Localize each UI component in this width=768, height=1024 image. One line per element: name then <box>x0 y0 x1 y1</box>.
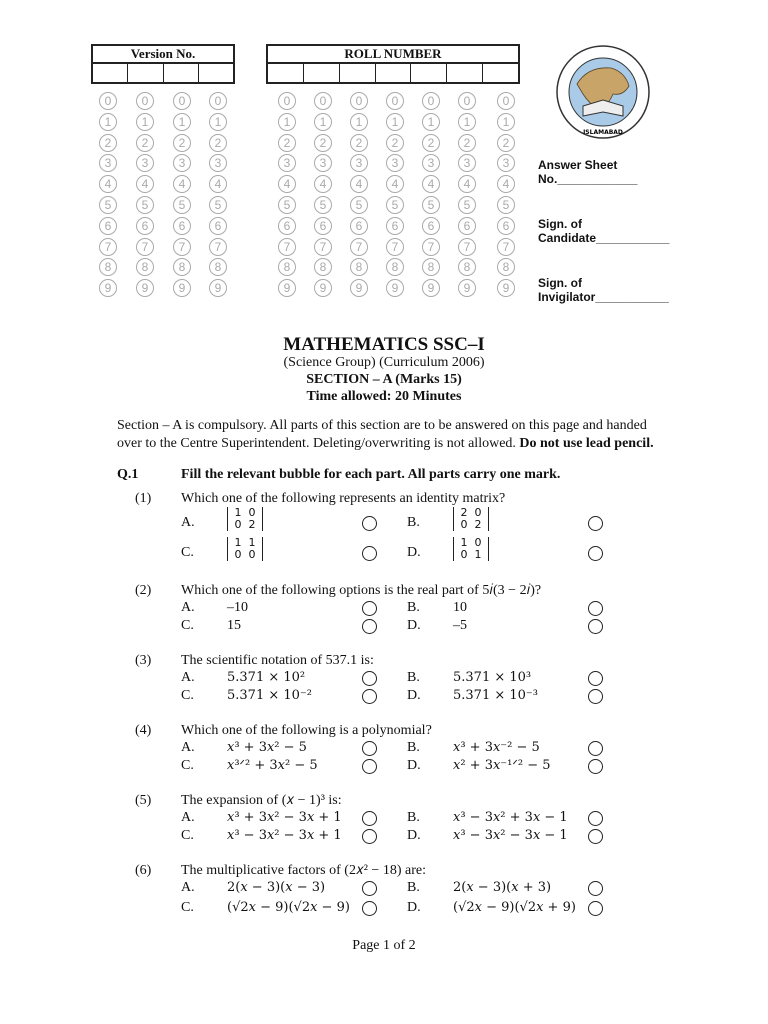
exam-title: MATHEMATICS SSC–I <box>283 334 485 355</box>
option-value: –5 <box>453 618 467 633</box>
roll-bubble[interactable]: 7 <box>278 238 296 256</box>
question-text: Which one of the following is a polynomial? <box>181 723 432 738</box>
matrix-entry: 0 <box>234 548 242 561</box>
roll-bubble[interactable]: 5 <box>350 196 368 214</box>
option-value: 𝑥³ + 3𝑥² − 3𝑥 + 1 <box>227 810 342 825</box>
svg-text:ISLAMABAD: ISLAMABAD <box>583 129 623 136</box>
matrix-entry: 0 <box>248 506 256 519</box>
answer-bubble[interactable] <box>362 759 377 774</box>
matrix-entry: 0 <box>460 518 468 531</box>
answer-bubble[interactable] <box>588 829 603 844</box>
option-label: B. <box>407 880 420 895</box>
question-text: The expansion of (𝑥 − 1)³ is: <box>181 793 342 808</box>
question-part-number: (1) <box>135 491 152 506</box>
instructions-line-1: Section – A is compulsory. All parts of this section are to be answered on this page and handed <box>117 418 647 433</box>
roll-bubble[interactable]: 3 <box>314 154 332 172</box>
roll-bubble[interactable]: 2 <box>278 134 296 152</box>
option-label: D. <box>407 828 421 843</box>
roll-bubble[interactable]: 3 <box>458 154 476 172</box>
fbise-logo <box>553 44 653 140</box>
version-number-box <box>91 44 235 84</box>
roll-bubble[interactable]: 5 <box>386 196 404 214</box>
option-value: 15 <box>227 618 241 633</box>
question-instruction: Fill the relevant bubble for each part. All parts carry one mark. <box>181 467 561 482</box>
matrix-entry: 1 <box>460 536 468 549</box>
version-bubble[interactable]: 3 <box>99 154 117 172</box>
matrix-entry: 2 <box>460 506 468 519</box>
version-bubble[interactable]: 9 <box>99 279 117 297</box>
version-bubble[interactable]: 2 <box>173 134 191 152</box>
question-part-number: (4) <box>135 723 152 738</box>
answer-bubble[interactable] <box>588 516 603 531</box>
option-matrix <box>227 537 263 561</box>
answer-bubble[interactable] <box>362 601 377 616</box>
side-field-label: Answer Sheet <box>538 158 618 172</box>
answer-bubble[interactable] <box>362 829 377 844</box>
version-bubble[interactable]: 9 <box>209 279 227 297</box>
roll-bubble[interactable]: 8 <box>314 258 332 276</box>
matrix-entry: 1 <box>248 536 256 549</box>
roll-bubble[interactable]: 7 <box>497 238 515 256</box>
matrix-entry: 2 <box>248 518 256 531</box>
answer-bubble[interactable] <box>588 759 603 774</box>
answer-bubble[interactable] <box>362 546 377 561</box>
option-label: A. <box>181 810 195 825</box>
version-bubble[interactable]: 1 <box>173 113 191 131</box>
roll-digit-cell[interactable] <box>411 64 447 82</box>
roll-bubble[interactable]: 6 <box>458 217 476 235</box>
roll-bubble[interactable]: 2 <box>422 134 440 152</box>
option-value: 5.371 × 10² <box>227 670 306 685</box>
roll-bubble[interactable]: 5 <box>278 196 296 214</box>
answer-bubble[interactable] <box>362 619 377 634</box>
roll-bubble[interactable]: 9 <box>458 279 476 297</box>
matrix-entry: 1 <box>234 506 242 519</box>
version-bubble[interactable]: 4 <box>99 175 117 193</box>
question-part-number: (6) <box>135 863 152 878</box>
side-field[interactable] <box>538 276 669 304</box>
option-matrix <box>453 507 489 531</box>
roll-bubble[interactable]: 8 <box>278 258 296 276</box>
roll-bubble[interactable]: 3 <box>350 154 368 172</box>
option-label: A. <box>181 740 195 755</box>
option-value: 𝑥³ − 3𝑥² + 3𝑥 − 1 <box>453 810 568 825</box>
answer-bubble[interactable] <box>362 811 377 826</box>
roll-bubble[interactable]: 0 <box>278 92 296 110</box>
side-field-label: Sign. of <box>538 276 582 290</box>
roll-bubble[interactable]: 6 <box>350 217 368 235</box>
option-label: C. <box>181 758 194 773</box>
roll-bubble[interactable]: 5 <box>497 196 515 214</box>
roll-bubble[interactable]: 0 <box>458 92 476 110</box>
roll-bubble[interactable]: 8 <box>350 258 368 276</box>
roll-digit-cell[interactable] <box>483 64 518 82</box>
roll-bubble[interactable]: 7 <box>350 238 368 256</box>
option-label: C. <box>181 688 194 703</box>
side-field[interactable] <box>538 158 637 186</box>
roll-bubble[interactable]: 2 <box>497 134 515 152</box>
version-bubble[interactable]: 2 <box>99 134 117 152</box>
roll-bubble[interactable]: 0 <box>350 92 368 110</box>
option-label: D. <box>407 545 421 560</box>
option-label: A. <box>181 515 195 530</box>
version-bubble[interactable]: 5 <box>209 196 227 214</box>
option-label: C. <box>181 900 194 915</box>
instructions-warning: Do not use lead pencil. <box>519 436 654 451</box>
roll-bubble[interactable]: 4 <box>458 175 476 193</box>
version-bubble[interactable]: 9 <box>173 279 191 297</box>
roll-bubble[interactable]: 4 <box>386 175 404 193</box>
version-bubble[interactable]: 0 <box>209 92 227 110</box>
version-bubble[interactable]: 2 <box>209 134 227 152</box>
roll-digit-cell[interactable] <box>376 64 412 82</box>
question-part-number: (3) <box>135 653 152 668</box>
option-label: C. <box>181 828 194 843</box>
roll-bubble[interactable]: 7 <box>386 238 404 256</box>
matrix-entry: 0 <box>248 548 256 561</box>
roll-bubble[interactable]: 4 <box>350 175 368 193</box>
time-allowed: Time allowed: 20 Minutes <box>306 389 462 404</box>
answer-bubble[interactable] <box>588 689 603 704</box>
roll-bubble[interactable]: 7 <box>422 238 440 256</box>
option-label: B. <box>407 670 420 685</box>
roll-bubble[interactable]: 8 <box>497 258 515 276</box>
roll-bubble[interactable]: 0 <box>314 92 332 110</box>
section-heading: SECTION – A (Marks 15) <box>306 372 462 387</box>
answer-bubble[interactable] <box>588 811 603 826</box>
roll-digit-cell[interactable] <box>268 64 304 82</box>
version-bubble[interactable]: 7 <box>136 238 154 256</box>
matrix-entry: 0 <box>460 548 468 561</box>
option-label: C. <box>181 618 194 633</box>
matrix-entry: 0 <box>474 536 482 549</box>
roll-bubble[interactable]: 2 <box>314 134 332 152</box>
option-label: B. <box>407 810 420 825</box>
option-label: B. <box>407 600 420 615</box>
version-digit-cell[interactable] <box>93 64 128 82</box>
option-matrix <box>227 507 263 531</box>
version-label: Version No. <box>93 46 233 64</box>
version-bubble[interactable]: 1 <box>99 113 117 131</box>
option-value: 𝑥³ᐟ² + 3𝑥² − 5 <box>227 758 318 773</box>
option-label: D. <box>407 900 421 915</box>
matrix-entry: 2 <box>474 518 482 531</box>
roll-bubble[interactable]: 9 <box>386 279 404 297</box>
roll-bubble[interactable]: 9 <box>278 279 296 297</box>
question-text: The multiplicative factors of (2𝑥² − 18) are: <box>181 863 426 878</box>
version-bubble[interactable]: 7 <box>209 238 227 256</box>
roll-bubble[interactable]: 6 <box>314 217 332 235</box>
roll-bubble[interactable]: 7 <box>458 238 476 256</box>
roll-bubble[interactable]: 4 <box>278 175 296 193</box>
roll-bubble[interactable]: 9 <box>497 279 515 297</box>
roll-bubble[interactable]: 1 <box>386 113 404 131</box>
answer-bubble[interactable] <box>362 741 377 756</box>
roll-bubble[interactable]: 1 <box>497 113 515 131</box>
roll-bubble[interactable]: 2 <box>350 134 368 152</box>
instructions-line-2: over to the Centre Superintendent. Deleting/overwriting is not allowed. Do not use lead pencil. <box>117 436 654 451</box>
version-bubble[interactable]: 8 <box>99 258 117 276</box>
version-bubble[interactable]: 6 <box>209 217 227 235</box>
version-digit-cell[interactable] <box>128 64 163 82</box>
answer-bubble[interactable] <box>588 619 603 634</box>
version-bubble[interactable]: 4 <box>173 175 191 193</box>
option-label: A. <box>181 880 195 895</box>
option-value: 5.371 × 10⁻² <box>227 688 312 703</box>
version-bubble[interactable]: 8 <box>136 258 154 276</box>
version-bubble[interactable]: 7 <box>173 238 191 256</box>
question-number: Q.1 <box>117 467 139 482</box>
option-value: 𝑥³ + 3𝑥⁻² − 5 <box>453 740 540 755</box>
roll-digit-cell[interactable] <box>304 64 340 82</box>
answer-bubble[interactable] <box>588 601 603 616</box>
version-bubble[interactable]: 0 <box>99 92 117 110</box>
roll-bubble[interactable]: 1 <box>350 113 368 131</box>
option-value: 𝑥³ − 3𝑥² − 3𝑥 + 1 <box>227 828 342 843</box>
option-label: B. <box>407 515 420 530</box>
roll-bubble[interactable]: 1 <box>314 113 332 131</box>
version-bubble[interactable]: 0 <box>173 92 191 110</box>
question-part-number: (2) <box>135 583 152 598</box>
roll-bubble[interactable]: 5 <box>314 196 332 214</box>
question-text: Which one of the following options is the real part of 5𝑖(3 − 2𝑖)? <box>181 583 542 598</box>
roll-bubble[interactable]: 3 <box>386 154 404 172</box>
version-digit-cell[interactable] <box>164 64 199 82</box>
option-label: C. <box>181 545 194 560</box>
option-label: A. <box>181 670 195 685</box>
roll-bubble[interactable]: 0 <box>497 92 515 110</box>
side-field-line[interactable]: No.____________ <box>538 172 638 186</box>
answer-bubble[interactable] <box>588 901 603 916</box>
roll-bubble[interactable]: 9 <box>314 279 332 297</box>
option-value: –10 <box>227 600 248 615</box>
side-field[interactable] <box>538 217 669 245</box>
version-bubble[interactable]: 1 <box>136 113 154 131</box>
version-bubble[interactable]: 5 <box>99 196 117 214</box>
roll-bubble[interactable]: 8 <box>422 258 440 276</box>
answer-bubble[interactable] <box>362 516 377 531</box>
roll-bubble[interactable]: 8 <box>458 258 476 276</box>
roll-bubble[interactable]: 3 <box>497 154 515 172</box>
version-bubble[interactable]: 7 <box>99 238 117 256</box>
option-value: 10 <box>453 600 467 615</box>
option-value: 5.371 × 10⁻³ <box>453 688 538 703</box>
matrix-entry: 0 <box>474 506 482 519</box>
roll-bubble[interactable]: 0 <box>422 92 440 110</box>
roll-number-label: ROLL NUMBER <box>268 46 518 64</box>
roll-bubble[interactable]: 3 <box>422 154 440 172</box>
answer-bubble[interactable] <box>362 901 377 916</box>
roll-bubble[interactable]: 5 <box>422 196 440 214</box>
answer-bubble[interactable] <box>588 546 603 561</box>
option-value: 2(𝑥 − 3)(𝑥 − 3) <box>227 880 326 895</box>
option-label: D. <box>407 688 421 703</box>
version-bubble[interactable]: 3 <box>209 154 227 172</box>
roll-bubble[interactable]: 6 <box>497 217 515 235</box>
answer-bubble[interactable] <box>588 881 603 896</box>
roll-number-box <box>266 44 520 84</box>
answer-bubble[interactable] <box>362 689 377 704</box>
version-bubble[interactable]: 6 <box>173 217 191 235</box>
option-value: (√2𝑥 − 9)(√2𝑥 − 9) <box>227 900 350 915</box>
answer-bubble[interactable] <box>362 881 377 896</box>
roll-bubble[interactable]: 6 <box>278 217 296 235</box>
question-text: Which one of the following represents an identity matrix? <box>181 491 506 506</box>
option-label: D. <box>407 618 421 633</box>
roll-bubble[interactable]: 4 <box>422 175 440 193</box>
roll-bubble[interactable]: 5 <box>458 196 476 214</box>
roll-bubble[interactable]: 2 <box>458 134 476 152</box>
matrix-entry: 0 <box>234 518 242 531</box>
option-matrix <box>453 537 489 561</box>
roll-bubble[interactable]: 9 <box>422 279 440 297</box>
question-text: The scientific notation of 537.1 is: <box>181 653 374 668</box>
roll-bubble[interactable]: 9 <box>350 279 368 297</box>
roll-bubble[interactable]: 8 <box>386 258 404 276</box>
answer-bubble[interactable] <box>588 671 603 686</box>
matrix-entry: 1 <box>234 536 242 549</box>
roll-bubble[interactable]: 1 <box>422 113 440 131</box>
page-number: Page 1 of 2 <box>352 938 416 953</box>
roll-bubble[interactable]: 6 <box>386 217 404 235</box>
version-bubble[interactable]: 6 <box>136 217 154 235</box>
version-bubble[interactable]: 5 <box>136 196 154 214</box>
option-label: D. <box>407 758 421 773</box>
version-digit-cell[interactable] <box>199 64 233 82</box>
version-bubble[interactable]: 1 <box>209 113 227 131</box>
answer-bubble[interactable] <box>588 741 603 756</box>
exam-subtitle: (Science Group) (Curriculum 2006) <box>283 355 485 370</box>
version-bubble[interactable]: 6 <box>99 217 117 235</box>
option-label: A. <box>181 600 195 615</box>
version-bubble[interactable]: 9 <box>136 279 154 297</box>
side-field-line[interactable]: Invigilator___________ <box>538 290 669 304</box>
version-bubble[interactable]: 8 <box>173 258 191 276</box>
roll-bubble[interactable]: 4 <box>497 175 515 193</box>
version-bubble[interactable]: 4 <box>136 175 154 193</box>
roll-bubble[interactable]: 1 <box>278 113 296 131</box>
answer-bubble[interactable] <box>362 671 377 686</box>
roll-bubble[interactable]: 3 <box>278 154 296 172</box>
version-bubble[interactable]: 5 <box>173 196 191 214</box>
option-value: 𝑥³ − 3𝑥² − 3𝑥 − 1 <box>453 828 568 843</box>
version-bubble[interactable]: 3 <box>136 154 154 172</box>
option-value: 5.371 × 10³ <box>453 670 532 685</box>
version-bubble[interactable]: 8 <box>209 258 227 276</box>
version-bubble[interactable]: 0 <box>136 92 154 110</box>
option-label: B. <box>407 740 420 755</box>
roll-digit-cell[interactable] <box>340 64 376 82</box>
version-bubble[interactable]: 3 <box>173 154 191 172</box>
roll-digit-cell[interactable] <box>447 64 483 82</box>
roll-bubble[interactable]: 6 <box>422 217 440 235</box>
side-field-label: Sign. of <box>538 217 582 231</box>
question-part-number: (5) <box>135 793 152 808</box>
version-bubble[interactable]: 4 <box>209 175 227 193</box>
option-value: 𝑥³ + 3𝑥² − 5 <box>227 740 307 755</box>
option-value: (√2𝑥 − 9)(√2𝑥 + 9) <box>453 900 576 915</box>
roll-bubble[interactable]: 0 <box>386 92 404 110</box>
roll-bubble[interactable]: 2 <box>386 134 404 152</box>
roll-bubble[interactable]: 4 <box>314 175 332 193</box>
option-value: 2(𝑥 − 3)(𝑥 + 3) <box>453 880 552 895</box>
roll-bubble[interactable]: 7 <box>314 238 332 256</box>
version-bubble[interactable]: 2 <box>136 134 154 152</box>
matrix-entry: 1 <box>474 548 482 561</box>
option-value: 𝑥² + 3𝑥⁻¹ᐟ² − 5 <box>453 758 551 773</box>
roll-bubble[interactable]: 1 <box>458 113 476 131</box>
side-field-line[interactable]: Candidate___________ <box>538 231 670 245</box>
